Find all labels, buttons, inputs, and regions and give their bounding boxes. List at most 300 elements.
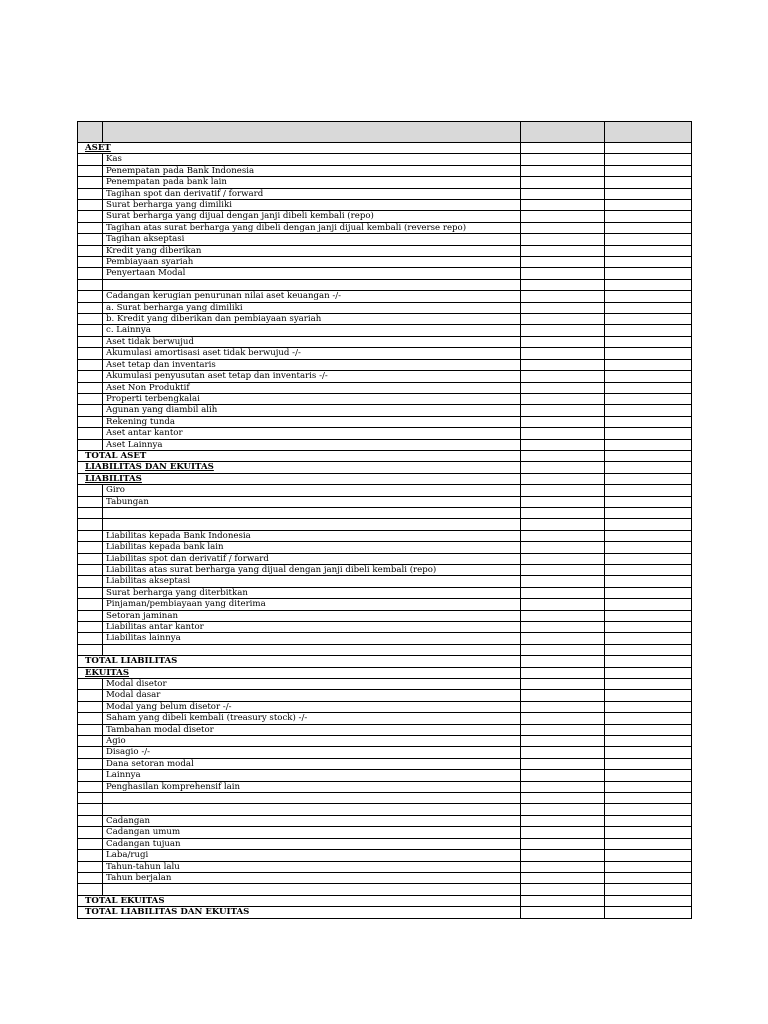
row-index-cell <box>78 268 103 279</box>
row-index-cell <box>78 336 103 347</box>
row-value-period-1 <box>521 165 605 176</box>
table-header-row <box>78 122 692 143</box>
row-index-cell <box>78 724 103 735</box>
table-row <box>78 872 692 883</box>
row-label: Akumulasi amortisasi aset tidak berwujud -/- <box>103 348 521 359</box>
row-value-period-1 <box>521 713 605 724</box>
row-label: Dana setoran modal <box>103 758 521 769</box>
row-value-period-1 <box>521 850 605 861</box>
row-value-period-2 <box>605 872 692 883</box>
row-index-cell <box>78 314 103 325</box>
row-label: Surat berharga yang dijual dengan janji dibeli kembali (repo) <box>103 211 521 222</box>
row-value-period-1 <box>521 462 605 473</box>
table-row <box>78 279 692 290</box>
row-label: Tagihan akseptasi <box>103 234 521 245</box>
row-index-cell <box>78 222 103 233</box>
row-label: Tabungan <box>103 496 521 507</box>
row-value-period-1 <box>521 907 605 918</box>
row-value-period-1 <box>521 393 605 404</box>
row-value-period-1 <box>521 633 605 644</box>
row-value-period-1 <box>521 177 605 188</box>
row-index-cell <box>78 234 103 245</box>
row-value-period-2 <box>605 450 692 461</box>
row-label: Kredit yang diberikan <box>103 245 521 256</box>
row-index-cell <box>78 200 103 211</box>
row-value-period-1 <box>521 268 605 279</box>
row-index-cell <box>78 827 103 838</box>
row-label: Tahun berjalan <box>103 872 521 883</box>
row-index-cell <box>78 599 103 610</box>
row-index-cell <box>78 610 103 621</box>
table-row <box>78 553 692 564</box>
row-value-period-2 <box>605 473 692 484</box>
row-value-period-2 <box>605 542 692 553</box>
table-row <box>78 599 692 610</box>
table-row <box>78 371 692 382</box>
row-value-period-1 <box>521 234 605 245</box>
row-label: Cadangan umum <box>103 827 521 838</box>
row-label <box>103 644 521 655</box>
row-value-period-1 <box>521 188 605 199</box>
row-value-period-2 <box>605 530 692 541</box>
header-cell-period-2 <box>605 122 692 143</box>
row-value-period-1 <box>521 348 605 359</box>
row-value-period-1 <box>521 428 605 439</box>
row-value-period-1 <box>521 679 605 690</box>
table-row <box>78 884 692 895</box>
row-value-period-2 <box>605 291 692 302</box>
row-index-cell <box>78 302 103 313</box>
row-index-cell <box>78 781 103 792</box>
row-value-period-2 <box>605 907 692 918</box>
row-value-period-2 <box>605 200 692 211</box>
row-label: Cadangan tujuan <box>103 838 521 849</box>
table-row <box>78 907 692 918</box>
table-row <box>78 473 692 484</box>
row-index-cell <box>78 587 103 598</box>
row-value-period-1 <box>521 884 605 895</box>
row-value-period-2 <box>605 884 692 895</box>
row-index-cell <box>78 519 103 530</box>
row-label: Agio <box>103 736 521 747</box>
row-value-period-1 <box>521 587 605 598</box>
row-value-period-2 <box>605 656 692 667</box>
row-value-period-2 <box>605 519 692 530</box>
row-label: Aset Non Produktif <box>103 382 521 393</box>
table-row <box>78 633 692 644</box>
row-index-cell <box>78 633 103 644</box>
row-value-period-1 <box>521 804 605 815</box>
table-row <box>78 257 692 268</box>
row-index-cell <box>78 884 103 895</box>
row-index-cell <box>78 622 103 633</box>
row-index-cell <box>78 701 103 712</box>
row-total-label: TOTAL ASET <box>78 450 521 461</box>
row-section-label: ASET <box>78 143 521 154</box>
table-row <box>78 895 692 906</box>
row-label: Rekening tunda <box>103 416 521 427</box>
row-label <box>103 519 521 530</box>
row-value-period-1 <box>521 519 605 530</box>
row-label: b. Kredit yang diberikan dan pembiayaan syariah <box>103 314 521 325</box>
table-row <box>78 188 692 199</box>
row-index-cell <box>78 496 103 507</box>
row-value-period-2 <box>605 850 692 861</box>
row-value-period-1 <box>521 736 605 747</box>
row-value-period-1 <box>521 450 605 461</box>
row-value-period-2 <box>605 576 692 587</box>
table-row <box>78 861 692 872</box>
row-index-cell <box>78 770 103 781</box>
table-row <box>78 587 692 598</box>
table-row <box>78 450 692 461</box>
table-row <box>78 439 692 450</box>
row-value-period-2 <box>605 861 692 872</box>
row-label: Modal dasar <box>103 690 521 701</box>
row-label: a. Surat berharga yang dimiliki <box>103 302 521 313</box>
row-value-period-1 <box>521 564 605 575</box>
table-row <box>78 656 692 667</box>
row-value-period-1 <box>521 507 605 518</box>
row-index-cell <box>78 257 103 268</box>
row-value-period-1 <box>521 656 605 667</box>
row-value-period-1 <box>521 542 605 553</box>
row-value-period-1 <box>521 530 605 541</box>
row-index-cell <box>78 644 103 655</box>
row-value-period-1 <box>521 473 605 484</box>
table-row <box>78 359 692 370</box>
table-row <box>78 291 692 302</box>
row-value-period-1 <box>521 895 605 906</box>
row-label <box>103 279 521 290</box>
row-index-cell <box>78 679 103 690</box>
row-index-cell <box>78 177 103 188</box>
row-value-period-1 <box>521 154 605 165</box>
row-value-period-1 <box>521 143 605 154</box>
row-label: Liabilitas kepada Bank Indonesia <box>103 530 521 541</box>
row-value-period-2 <box>605 222 692 233</box>
row-label: Liabilitas atas surat berharga yang dijual dengan janji dibeli kembali (repo) <box>103 564 521 575</box>
row-value-period-2 <box>605 165 692 176</box>
row-value-period-1 <box>521 302 605 313</box>
table-row <box>78 211 692 222</box>
row-label: Aset Lainnya <box>103 439 521 450</box>
row-value-period-2 <box>605 245 692 256</box>
row-value-period-2 <box>605 279 692 290</box>
row-index-cell <box>78 393 103 404</box>
table-row <box>78 736 692 747</box>
table-row <box>78 519 692 530</box>
row-value-period-1 <box>521 644 605 655</box>
row-value-period-1 <box>521 325 605 336</box>
row-index-cell <box>78 838 103 849</box>
row-label: c. Lainnya <box>103 325 521 336</box>
table-row <box>78 827 692 838</box>
row-value-period-2 <box>605 325 692 336</box>
row-value-period-2 <box>605 758 692 769</box>
row-value-period-1 <box>521 222 605 233</box>
row-value-period-2 <box>605 724 692 735</box>
row-value-period-1 <box>521 416 605 427</box>
table-row <box>78 838 692 849</box>
table-row <box>78 314 692 325</box>
row-value-period-2 <box>605 257 692 268</box>
balance-sheet-body <box>78 143 692 919</box>
row-section-label: LIABILITAS <box>78 473 521 484</box>
row-value-period-1 <box>521 439 605 450</box>
row-value-period-1 <box>521 382 605 393</box>
table-row <box>78 564 692 575</box>
row-label: Lainnya <box>103 770 521 781</box>
row-index-cell <box>78 211 103 222</box>
row-index-cell <box>78 861 103 872</box>
header-cell-description <box>103 122 521 143</box>
table-row <box>78 268 692 279</box>
row-label: Modal yang belum disetor -/- <box>103 701 521 712</box>
table-row <box>78 245 692 256</box>
row-value-period-1 <box>521 724 605 735</box>
row-value-period-1 <box>521 405 605 416</box>
table-row <box>78 724 692 735</box>
row-value-period-1 <box>521 770 605 781</box>
table-row <box>78 610 692 621</box>
row-value-period-1 <box>521 371 605 382</box>
row-index-cell <box>78 850 103 861</box>
row-label: Penempatan pada Bank Indonesia <box>103 165 521 176</box>
row-label <box>103 507 521 518</box>
table-row <box>78 485 692 496</box>
row-label: Liabilitas spot dan derivatif / forward <box>103 553 521 564</box>
row-value-period-2 <box>605 895 692 906</box>
table-row <box>78 416 692 427</box>
row-value-period-1 <box>521 701 605 712</box>
row-value-period-2 <box>605 747 692 758</box>
row-value-period-2 <box>605 405 692 416</box>
row-index-cell <box>78 291 103 302</box>
row-value-period-2 <box>605 838 692 849</box>
row-label <box>103 884 521 895</box>
table-row <box>78 690 692 701</box>
row-value-period-1 <box>521 279 605 290</box>
row-value-period-1 <box>521 793 605 804</box>
row-label: Tagihan atas surat berharga yang dibeli dengan janji dijual kembali (reverse repo) <box>103 222 521 233</box>
row-label <box>103 804 521 815</box>
row-label: Aset tetap dan inventaris <box>103 359 521 370</box>
row-label: Cadangan kerugian penurunan nilai aset keuangan -/- <box>103 291 521 302</box>
header-cell-index <box>78 122 103 143</box>
table-row <box>78 348 692 359</box>
row-label: Surat berharga yang diterbitkan <box>103 587 521 598</box>
table-row <box>78 576 692 587</box>
row-value-period-2 <box>605 428 692 439</box>
row-label: Penempatan pada bank lain <box>103 177 521 188</box>
row-value-period-1 <box>521 838 605 849</box>
table-row <box>78 154 692 165</box>
row-value-period-2 <box>605 177 692 188</box>
row-index-cell <box>78 804 103 815</box>
row-value-period-2 <box>605 553 692 564</box>
table-row <box>78 507 692 518</box>
row-value-period-1 <box>521 667 605 678</box>
row-index-cell <box>78 245 103 256</box>
row-value-period-1 <box>521 599 605 610</box>
table-row <box>78 758 692 769</box>
table-row <box>78 770 692 781</box>
row-value-period-2 <box>605 610 692 621</box>
table-row <box>78 622 692 633</box>
row-value-period-2 <box>605 416 692 427</box>
row-index-cell <box>78 439 103 450</box>
row-label: Laba/rugi <box>103 850 521 861</box>
row-value-period-1 <box>521 496 605 507</box>
row-value-period-1 <box>521 747 605 758</box>
row-index-cell <box>78 872 103 883</box>
row-value-period-2 <box>605 485 692 496</box>
table-row <box>78 850 692 861</box>
row-index-cell <box>78 747 103 758</box>
row-value-period-1 <box>521 610 605 621</box>
row-total-label: TOTAL EKUITAS <box>78 895 521 906</box>
row-value-period-2 <box>605 713 692 724</box>
row-value-period-2 <box>605 701 692 712</box>
row-value-period-2 <box>605 587 692 598</box>
row-index-cell <box>78 793 103 804</box>
row-value-period-2 <box>605 359 692 370</box>
row-value-period-2 <box>605 439 692 450</box>
row-label: Agunan yang diambil alih <box>103 405 521 416</box>
row-value-period-1 <box>521 257 605 268</box>
row-index-cell <box>78 279 103 290</box>
table-row <box>78 393 692 404</box>
row-value-period-2 <box>605 336 692 347</box>
row-label: Properti terbengkalai <box>103 393 521 404</box>
row-value-period-2 <box>605 496 692 507</box>
row-value-period-1 <box>521 861 605 872</box>
row-index-cell <box>78 736 103 747</box>
row-index-cell <box>78 371 103 382</box>
row-index-cell <box>78 758 103 769</box>
row-value-period-2 <box>605 679 692 690</box>
table-row <box>78 804 692 815</box>
row-label: Aset tidak berwujud <box>103 336 521 347</box>
row-value-period-2 <box>605 154 692 165</box>
row-value-period-1 <box>521 291 605 302</box>
row-value-period-2 <box>605 314 692 325</box>
row-value-period-2 <box>605 371 692 382</box>
row-value-period-2 <box>605 690 692 701</box>
row-index-cell <box>78 325 103 336</box>
row-value-period-2 <box>605 667 692 678</box>
table-row <box>78 713 692 724</box>
row-value-period-2 <box>605 622 692 633</box>
row-label: Setoran jaminan <box>103 610 521 621</box>
row-index-cell <box>78 507 103 518</box>
row-index-cell <box>78 713 103 724</box>
row-index-cell <box>78 428 103 439</box>
table-row <box>78 143 692 154</box>
row-total-label: TOTAL LIABILITAS <box>78 656 521 667</box>
row-label: Akumulasi penyusutan aset tetap dan inventaris -/- <box>103 371 521 382</box>
row-index-cell <box>78 576 103 587</box>
row-value-period-2 <box>605 827 692 838</box>
row-label: Pinjaman/pembiayaan yang diterima <box>103 599 521 610</box>
table-row <box>78 382 692 393</box>
row-value-period-2 <box>605 599 692 610</box>
row-value-period-2 <box>605 234 692 245</box>
row-label: Tagihan spot dan derivatif / forward <box>103 188 521 199</box>
row-value-period-1 <box>521 576 605 587</box>
balance-sheet-table <box>77 121 692 919</box>
row-index-cell <box>78 359 103 370</box>
row-index-cell <box>78 690 103 701</box>
row-label: Penyertaan Modal <box>103 268 521 279</box>
row-label: Saham yang dibeli kembali (treasury stock) -/- <box>103 713 521 724</box>
row-value-period-1 <box>521 245 605 256</box>
row-total-label: TOTAL LIABILITAS DAN EKUITAS <box>78 907 521 918</box>
row-value-period-2 <box>605 188 692 199</box>
row-index-cell <box>78 188 103 199</box>
row-value-period-2 <box>605 770 692 781</box>
table-row <box>78 667 692 678</box>
row-value-period-2 <box>605 393 692 404</box>
table-row <box>78 747 692 758</box>
header-cell-period-1 <box>521 122 605 143</box>
row-value-period-2 <box>605 348 692 359</box>
row-value-period-2 <box>605 268 692 279</box>
table-row <box>78 222 692 233</box>
row-label: Giro <box>103 485 521 496</box>
table-row <box>78 405 692 416</box>
row-value-period-2 <box>605 462 692 473</box>
row-value-period-2 <box>605 143 692 154</box>
row-index-cell <box>78 485 103 496</box>
table-row <box>78 701 692 712</box>
row-value-period-2 <box>605 564 692 575</box>
row-label: Liabilitas lainnya <box>103 633 521 644</box>
row-index-cell <box>78 382 103 393</box>
row-index-cell <box>78 165 103 176</box>
row-index-cell <box>78 542 103 553</box>
table-row <box>78 428 692 439</box>
row-value-period-1 <box>521 758 605 769</box>
row-value-period-1 <box>521 553 605 564</box>
row-label: Pembiayaan syariah <box>103 257 521 268</box>
row-value-period-2 <box>605 302 692 313</box>
row-index-cell <box>78 405 103 416</box>
row-value-period-1 <box>521 622 605 633</box>
row-index-cell <box>78 564 103 575</box>
row-value-period-2 <box>605 781 692 792</box>
row-value-period-1 <box>521 211 605 222</box>
table-row <box>78 200 692 211</box>
table-row <box>78 530 692 541</box>
table-row <box>78 815 692 826</box>
table-row <box>78 325 692 336</box>
row-label: Liabilitas akseptasi <box>103 576 521 587</box>
row-value-period-1 <box>521 827 605 838</box>
row-label: Aset antar kantor <box>103 428 521 439</box>
row-value-period-2 <box>605 382 692 393</box>
table-row <box>78 496 692 507</box>
row-label: Cadangan <box>103 815 521 826</box>
row-label <box>103 793 521 804</box>
row-value-period-2 <box>605 644 692 655</box>
row-value-period-1 <box>521 200 605 211</box>
row-value-period-1 <box>521 314 605 325</box>
row-value-period-1 <box>521 815 605 826</box>
table-row <box>78 302 692 313</box>
table-row <box>78 336 692 347</box>
